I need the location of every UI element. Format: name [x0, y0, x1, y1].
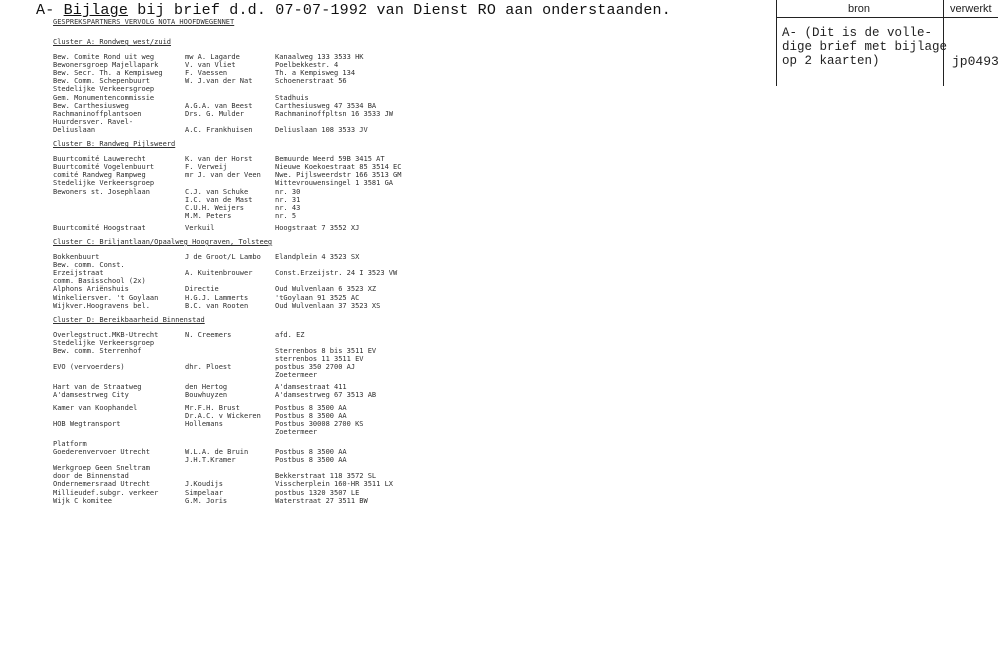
- table-row: [53, 420, 423, 428]
- org-cell: A'damsestrweg City: [53, 391, 129, 400]
- person-cell: [185, 371, 275, 379]
- person-cell: [185, 428, 275, 436]
- person-cell: J.H.T.Kramer: [185, 456, 236, 465]
- org-cell: Bew. comm. Sterrenhof: [53, 347, 142, 355]
- org-cell: Deliuslaan: [53, 125, 96, 134]
- org-cell: Bew. Comm. Schepenbuurt: [53, 77, 150, 86]
- table-row: [53, 85, 423, 93]
- verwerkt-header: verwerkt: [950, 3, 992, 15]
- person-cell: B.C. van Rooten: [185, 301, 249, 310]
- org-cell: Erzeijstraat: [53, 269, 104, 278]
- org-cell: Wijkver.Hoogravens bel.: [53, 301, 150, 310]
- address-cell: Sterrenbos 8 bis 3511 EV: [275, 347, 377, 355]
- org-cell: Buurtcomité Lauwerecht: [53, 155, 146, 164]
- person-cell: [185, 277, 275, 285]
- person-cell: W.L.A. de Bruin: [185, 448, 249, 457]
- person-cell: Directie: [185, 285, 219, 294]
- address-cell: Stadhuis: [275, 93, 309, 102]
- person-cell: Hollemans: [185, 419, 223, 428]
- org-cell: Winkeliersver. 't Goylaan: [53, 293, 159, 302]
- person-cell: [185, 464, 275, 472]
- table-row: [53, 331, 423, 339]
- table-row: [53, 294, 423, 302]
- person-cell: C.U.H. Weijers: [185, 203, 245, 212]
- person-cell: mw A. Lagarde: [185, 53, 240, 62]
- address-cell: [275, 261, 423, 269]
- table-row: [53, 118, 423, 126]
- cluster-heading: Cluster D: Bereikbaarheid Binnenstad: [53, 315, 205, 324]
- org-cell: door de Binnenstad: [53, 472, 129, 481]
- address-cell: Const.Erzeijstr. 24 I 3523 VW: [275, 269, 398, 278]
- org-cell: Gem. Monumentencommissie: [53, 93, 155, 102]
- org-cell: HOB Wegtransport: [53, 419, 121, 428]
- bron-note: A- (Dit is de volle- dige brief met bijlage op 2 kaarten): [782, 26, 948, 68]
- person-cell: Mr.F.H. Brust: [185, 403, 240, 412]
- table-row: [53, 339, 423, 347]
- table-row: [53, 163, 423, 171]
- bron-header: bron: [848, 3, 871, 15]
- org-cell: Stedelijke Verkeersgroep: [53, 338, 155, 347]
- document-subtitle: GESPREKSPARTNERS VERVOLG NOTA HOOFDWEGENNET: [53, 18, 235, 26]
- table-row: [53, 285, 423, 293]
- table-row: [53, 440, 423, 448]
- org-cell: Buurtcomité Vogelenbuurt: [53, 163, 155, 172]
- table-row: [53, 412, 423, 420]
- person-cell: V. van Vliet: [185, 61, 236, 70]
- cluster-heading: Cluster B: Randweg Pijlsweerd: [53, 140, 176, 149]
- address-cell: Elandplein 4 3523 SX: [275, 253, 360, 262]
- table-row: [53, 253, 423, 261]
- person-cell: M.M. Peters: [185, 211, 232, 220]
- address-cell: Kanaalweg 133 3533 HK: [275, 53, 364, 62]
- address-cell: sterrenbos 11 3511 EV: [275, 355, 364, 364]
- org-cell: [53, 456, 185, 464]
- org-cell: Bew. Secr. Th. a Kempisweg: [53, 69, 163, 78]
- person-cell: I.C. van de Mast: [185, 195, 253, 204]
- person-cell: Bouwhuyzen: [185, 391, 228, 400]
- address-cell: Postbus 8 3500 AA: [275, 403, 347, 412]
- org-cell: comm. Basisschool (2x): [53, 277, 146, 286]
- org-cell: Millieudef.subgr. verkeer: [53, 488, 159, 497]
- table-row: [53, 61, 423, 69]
- table-row: [53, 196, 423, 204]
- org-cell: Rachmaninoffplantsoen: [53, 109, 142, 118]
- address-cell: nr. 31: [275, 195, 301, 204]
- table-row: [53, 94, 423, 102]
- org-cell: [53, 355, 185, 363]
- person-cell: [185, 347, 275, 355]
- address-cell: Visscherplein 160-HR 3511 LX: [275, 480, 394, 489]
- table-row: [53, 355, 423, 363]
- address-cell: A'damsestraat 411: [275, 383, 347, 392]
- org-cell: Wijk C komitee: [53, 496, 113, 505]
- address-cell: [275, 440, 423, 448]
- person-cell: N. Creemers: [185, 330, 232, 339]
- person-cell: mr J. van der Veen: [185, 171, 261, 180]
- person-cell: C.J. van Schuke: [185, 187, 249, 196]
- address-cell: Postbus 8 3500 AA: [275, 448, 347, 457]
- contact-list: [53, 38, 423, 505]
- panel-header-rule: [776, 17, 998, 18]
- table-row: [53, 155, 423, 163]
- org-cell: EVO (vervoerders): [53, 363, 125, 372]
- address-cell: Deliuslaan 108 3533 JV: [275, 125, 368, 134]
- org-cell: Bew. Comite Rond uit weg: [53, 53, 155, 62]
- person-cell: Verkuil: [185, 223, 215, 232]
- table-row: [53, 383, 423, 391]
- org-cell: [53, 412, 185, 420]
- person-cell: H.G.J. Lammerts: [185, 293, 249, 302]
- person-cell: den Hertog: [185, 383, 228, 392]
- table-row: [53, 428, 423, 436]
- cluster-heading: Cluster A: Rondweg west/zuid: [53, 38, 172, 46]
- table-row: [53, 77, 423, 85]
- org-cell: Bew. Carthesiusweg: [53, 101, 129, 110]
- person-cell: [185, 118, 275, 126]
- address-cell: Schoenerstraat 56: [275, 77, 347, 86]
- table-row: [53, 261, 423, 269]
- table-row: [53, 179, 423, 187]
- person-cell: A.G.A. van Beest: [185, 101, 253, 110]
- org-cell: [53, 428, 185, 436]
- address-cell: Bekkerstraat 118 3572 SL: [275, 472, 377, 481]
- address-cell: Postbus 30008 2700 KS: [275, 419, 364, 428]
- person-cell: Simpelaar: [185, 488, 223, 497]
- org-cell: Huurdersver. Ravel-: [53, 117, 134, 126]
- person-cell: F. Vaessen: [185, 69, 228, 78]
- address-cell: nr. 43: [275, 203, 301, 212]
- table-row: [53, 171, 423, 179]
- person-cell: [185, 355, 275, 363]
- org-cell: Platform: [53, 439, 87, 448]
- table-row: [53, 110, 423, 118]
- title-bijlage: Bijlage: [63, 2, 129, 19]
- table-row: [53, 302, 423, 310]
- table-row: [53, 269, 423, 277]
- person-cell: A.C. Frankhuisen: [185, 125, 253, 134]
- org-cell: Bewoners st. Josephlaan: [53, 187, 150, 196]
- org-cell: Goederenvervoer Utrecht: [53, 448, 150, 457]
- org-cell: comité Randweg Rampweg: [53, 171, 146, 180]
- org-cell: [53, 212, 185, 220]
- address-cell: postbus 1320 3507 LE: [275, 488, 360, 497]
- table-row: [53, 363, 423, 371]
- org-cell: Bewonersgroep Majellapark: [53, 61, 159, 70]
- title-prefix: A-: [36, 2, 64, 19]
- table-row: [53, 456, 423, 464]
- address-cell: Oud Wulvenlaan 6 3523 XZ: [275, 285, 377, 294]
- table-row: [53, 126, 423, 134]
- table-row: [53, 188, 423, 196]
- person-cell: [185, 261, 275, 269]
- table-row: [53, 480, 423, 488]
- panel-border-left: [776, 0, 777, 86]
- org-cell: Kamer van Koophandel: [53, 403, 138, 412]
- org-cell: Stedelijke Verkeersgroep: [53, 85, 155, 94]
- address-cell: Nwe. Pijlsweerdstr 166 3513 GM: [275, 171, 402, 180]
- org-cell: [53, 371, 185, 379]
- table-row: [53, 371, 423, 379]
- address-cell: Carthesiusweg 47 3534 BA: [275, 101, 377, 110]
- person-cell: J de Groot/L Lambo: [185, 253, 261, 262]
- archive-panel: [776, 0, 998, 100]
- address-cell: [275, 277, 423, 285]
- address-cell: nr. 30: [275, 187, 301, 196]
- org-cell: Overlegstruct.MKB-Utrecht: [53, 330, 159, 339]
- person-cell: A. Kuitenbrouwer: [185, 269, 253, 278]
- address-cell: Oud Wulvenlaan 37 3523 XS: [275, 301, 381, 310]
- person-cell: dhr. Ploest: [185, 363, 232, 372]
- address-cell: Nieuwe Koekoestraat 85 3514 EC: [275, 163, 402, 172]
- address-cell: Th. a Kempisweg 134: [275, 69, 356, 78]
- person-cell: [185, 85, 275, 93]
- title-rest: bij brief d.d. 07-07-1992 van Dienst RO aan onderstaanden.: [128, 2, 671, 19]
- address-cell: Wittevrouwensingel 1 3581 GA: [275, 179, 394, 188]
- person-cell: G.M. Joris: [185, 496, 228, 505]
- table-row: [53, 404, 423, 412]
- address-cell: [275, 85, 423, 93]
- address-cell: Poelbekkestr. 4: [275, 61, 339, 70]
- table-row: [53, 347, 423, 355]
- table-row: [53, 204, 423, 212]
- address-cell: A'damsestrweg 67 3513 AB: [275, 391, 377, 400]
- address-cell: Waterstraat 27 3511 BW: [275, 496, 368, 505]
- person-cell: F. Verweij: [185, 163, 228, 172]
- org-cell: Hart van de Straatweg: [53, 383, 142, 392]
- address-cell: Zoetermeer: [275, 427, 318, 436]
- person-cell: [185, 94, 275, 102]
- person-cell: Drs. G. Mulder: [185, 109, 245, 118]
- person-cell: [185, 472, 275, 480]
- table-row: [53, 224, 423, 232]
- table-row: [53, 69, 423, 77]
- org-cell: Werkgroep Geen Sneltram: [53, 464, 150, 473]
- address-cell: Postbus 8 3500 AA: [275, 456, 347, 465]
- address-cell: [275, 339, 423, 347]
- address-cell: Postbus 8 3500 AA: [275, 411, 347, 420]
- person-cell: Dr.A.C. v Wickeren: [185, 411, 261, 420]
- org-cell: Alphons Ariënshuis: [53, 285, 129, 294]
- table-row: [53, 472, 423, 480]
- table-row: [53, 102, 423, 110]
- address-cell: Bemuurde Weerd 59B 3415 AT: [275, 155, 385, 164]
- address-cell: afd. EZ: [275, 330, 305, 339]
- org-cell: Bew. comm. Const.: [53, 261, 125, 270]
- org-cell: Buurtcomité Hoogstraat: [53, 223, 146, 232]
- org-cell: Stedelijke Verkeersgroep: [53, 179, 155, 188]
- org-cell: [53, 204, 185, 212]
- address-cell: postbus 350 2700 AJ: [275, 363, 356, 372]
- person-cell: [185, 339, 275, 347]
- address-cell: Rachmaninoffpltsn 16 3533 JW: [275, 109, 394, 118]
- document-title: [36, 2, 671, 19]
- person-cell: W. J.van der Nat: [185, 77, 253, 86]
- address-cell: Hoogstraat 7 3552 XJ: [275, 223, 360, 232]
- verwerkt-code: jp0493: [952, 54, 999, 69]
- table-row: [53, 448, 423, 456]
- address-cell: nr. 5: [275, 211, 297, 220]
- person-cell: [185, 179, 275, 187]
- address-cell: Zoetermeer: [275, 371, 318, 380]
- org-cell: Ondernemersraad Utrecht: [53, 480, 150, 489]
- table-row: [53, 489, 423, 497]
- table-row: [53, 497, 423, 505]
- table-row: [53, 53, 423, 61]
- table-row: [53, 277, 423, 285]
- table-row: [53, 391, 423, 399]
- table-row: [53, 464, 423, 472]
- person-cell: K. van der Horst: [185, 155, 253, 164]
- org-cell: Bokkenbuurt: [53, 253, 100, 262]
- person-cell: [185, 440, 275, 448]
- address-cell: [275, 118, 423, 126]
- cluster-heading: Cluster C: Briljantlaan/Opaalweg Hoograven, Tolsteeg: [53, 237, 273, 246]
- address-cell: 'tGoylaan 91 3525 AC: [275, 293, 360, 302]
- org-cell: [53, 196, 185, 204]
- person-cell: J.Koudijs: [185, 480, 223, 489]
- table-row: [53, 212, 423, 220]
- address-cell: [275, 464, 423, 472]
